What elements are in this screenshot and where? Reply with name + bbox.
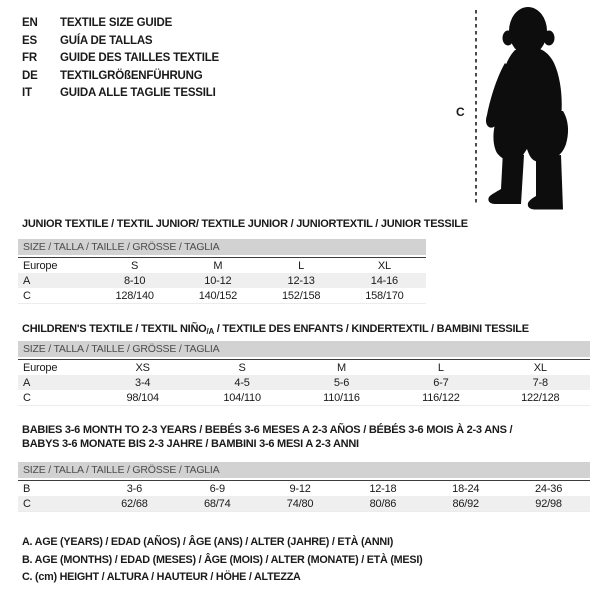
cell-value: 24-36	[535, 482, 563, 495]
size-header-bar: SIZE / TALLA / TAILLE / GRÖSSE / TAGLIA	[18, 239, 426, 255]
language-code: IT	[22, 87, 32, 99]
size-table	[18, 258, 426, 304]
language-label: GUÍA DE TALLAS	[60, 34, 153, 47]
cell-value: 12-18	[369, 482, 397, 495]
size-table	[18, 481, 590, 512]
size-header-bar: SIZE / TALLA / TAILLE / GRÖSSE / TAGLIA	[18, 462, 590, 478]
row-label: C	[23, 289, 31, 302]
cell-value: 128/140	[115, 289, 154, 302]
language-label: TEXTILGRÖßENFÜHRUNG	[60, 69, 203, 82]
cell-value: 5-6	[333, 376, 350, 389]
cell-value: 98/104	[126, 391, 159, 404]
cell-value: 4-5	[234, 376, 250, 389]
cell-value: 122/128	[521, 391, 560, 404]
cell-value: 8-10	[124, 274, 146, 287]
babies-size-table	[18, 462, 590, 512]
language-code: DE	[22, 69, 38, 82]
cell-value: 18-24	[452, 482, 480, 495]
language-row	[22, 68, 219, 86]
cell-value: 3-6	[126, 482, 143, 495]
cell-value: M	[213, 259, 223, 272]
cell-value: XL	[377, 259, 391, 272]
row-label: Europe	[23, 361, 58, 374]
language-row	[22, 50, 219, 68]
babies-table-title	[22, 423, 512, 451]
table-row	[18, 288, 426, 304]
language-label: GUIDE DES TAILLES TEXTILE	[60, 52, 219, 64]
title-segment: JUNIOR TEXTILE / TEXTIL JUNIOR/ TEXTILE JUNIOR / JUNIORTEXTIL / JUNIOR TESSILE	[22, 218, 468, 230]
cell-value: 7-8	[532, 376, 548, 389]
cell-value: 104/110	[223, 391, 261, 404]
cell-value: 80/86	[369, 497, 397, 510]
cell-value: 140/152	[198, 289, 238, 302]
size-header-bar: SIZE / TALLA / TAILLE / GRÖSSE / TAGLIA	[18, 341, 590, 357]
baby-silhouette-icon	[484, 5, 586, 215]
cell-value: 92/98	[535, 497, 562, 510]
row-label: C	[23, 497, 31, 510]
note-age-months: B. AGE (MONTHS) / EDAD (MESES) / ÂGE (MOIS) / ALTER (MONATE) / ETÀ (MESI)	[22, 553, 423, 566]
cell-value: M	[336, 361, 346, 374]
junior-table-title	[22, 217, 468, 231]
language-label: TEXTILE SIZE GUIDE	[60, 17, 173, 29]
cell-value: 3-4	[135, 376, 151, 389]
cell-value: L	[298, 259, 305, 272]
title-segment: CHILDREN'S TEXTILE / TEXTIL NIÑO	[22, 323, 207, 335]
junior-size-table	[18, 239, 426, 304]
title-segment: /A	[206, 327, 214, 336]
note-age-years: A. AGE (YEARS) / EDAD (AÑOS) / ÂGE (ANS) / ALTER (JAHRE) / ETÀ (ANNI)	[22, 536, 394, 548]
table-row	[18, 273, 426, 288]
cell-value: 110/116	[323, 391, 360, 404]
cell-value: S	[131, 259, 139, 272]
language-code: ES	[22, 34, 37, 47]
cell-value: 116/122	[422, 391, 460, 404]
cell-value: 12-13	[287, 274, 315, 287]
table-row	[18, 390, 590, 406]
language-code: EN	[22, 17, 38, 29]
height-measure-label: C	[456, 105, 465, 119]
cell-value: 68/74	[203, 497, 231, 510]
row-label: B	[23, 482, 31, 495]
legend-notes	[22, 534, 422, 587]
table-row	[18, 481, 590, 496]
note-height-cm: C. (cm) HEIGHT / ALTURA / HAUTEUR / HÖHE / ALTEZZA	[22, 571, 301, 583]
cell-value: L	[437, 361, 444, 374]
language-code: FR	[22, 52, 37, 64]
cell-value: 74/80	[286, 497, 314, 510]
row-label: A	[23, 274, 31, 287]
title-segment: BABYS 3-6 MONATE BIS 2-3 JAHRE / BAMBINI 3-6 MESI A 2-3 ANNI	[22, 438, 359, 450]
title-segment: / TEXTILE DES ENFANTS / KINDERTEXTIL / BAMBINI TESSILE	[213, 323, 529, 335]
cell-value: XS	[135, 361, 150, 374]
size-table	[18, 360, 590, 406]
table-row	[18, 496, 590, 512]
height-dashed-line	[475, 10, 477, 206]
column-header-row	[18, 258, 426, 273]
cell-value: 158/170	[365, 289, 404, 302]
language-title-block	[22, 15, 219, 103]
row-label: C	[23, 391, 31, 404]
row-label: Europe	[23, 259, 58, 272]
children-size-table	[18, 341, 590, 406]
children-table-title	[22, 322, 529, 339]
column-header-row	[18, 360, 590, 375]
cell-value: 152/158	[281, 289, 321, 302]
cell-value: 62/68	[121, 497, 148, 510]
language-row	[22, 15, 219, 33]
cell-value: 10-12	[204, 274, 232, 287]
cell-value: S	[238, 361, 246, 374]
table-row	[18, 375, 590, 390]
cell-value: 9-12	[289, 482, 311, 495]
cell-value: XL	[533, 361, 547, 374]
cell-value: 14-16	[370, 274, 398, 287]
row-label: A	[23, 376, 31, 389]
language-label: GUIDA ALLE TAGLIE TESSILI	[60, 87, 216, 99]
language-row	[22, 33, 219, 51]
language-row	[22, 85, 219, 103]
cell-value: 86/92	[452, 497, 479, 510]
title-segment: BABIES 3-6 MONTH TO 2-3 YEARS / BEBÉS 3-6 MESES A 2-3 AÑOS / BÉBÉS 3-6 MOIS À 2-3 ANS /	[22, 424, 513, 436]
cell-value: 6-9	[209, 482, 225, 495]
cell-value: 6-7	[433, 376, 449, 389]
